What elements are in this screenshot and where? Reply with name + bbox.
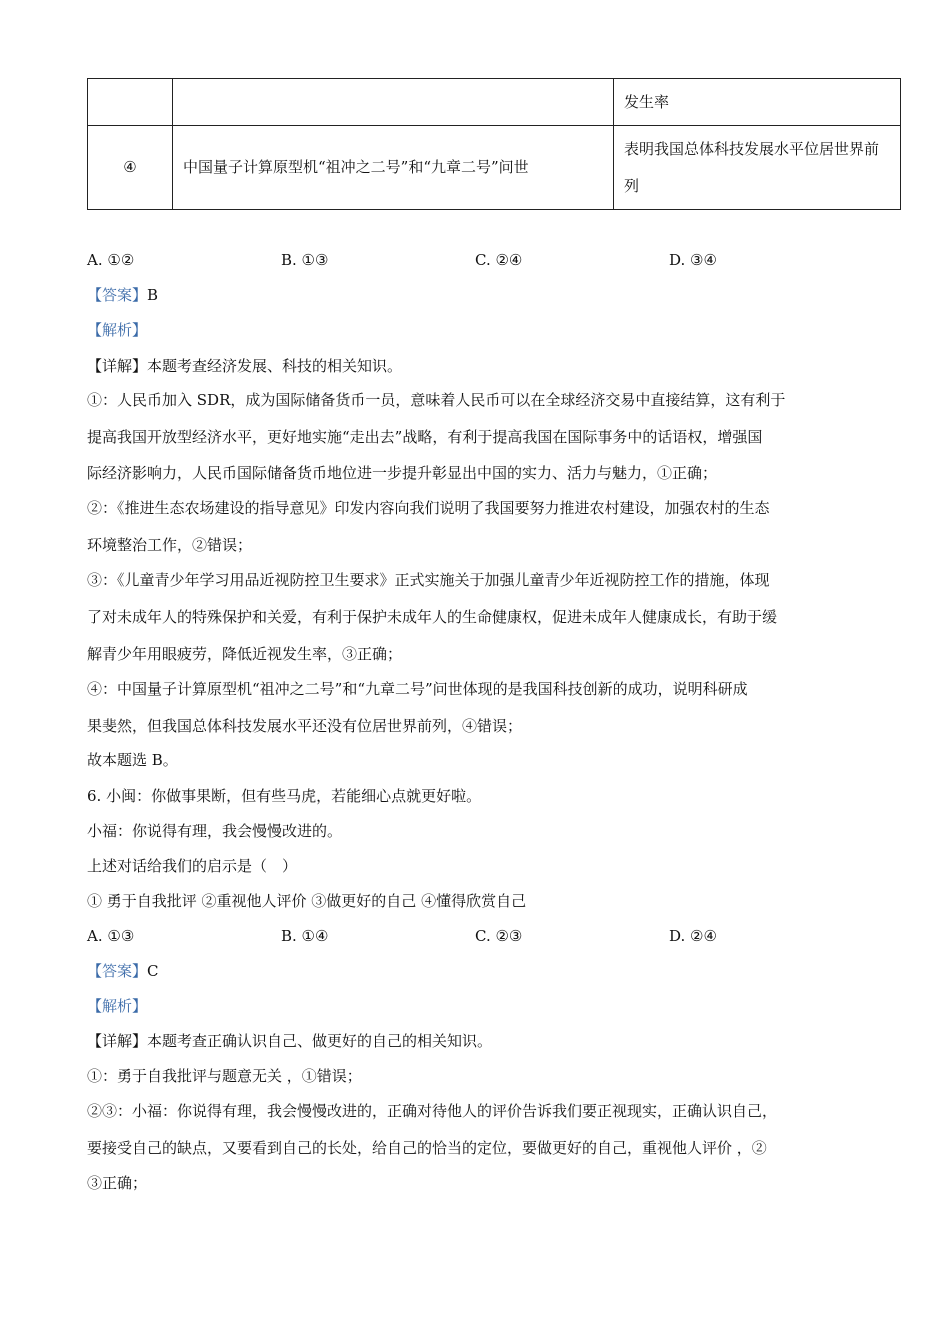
row-meaning: 发生率 <box>614 79 901 126</box>
q6-analysis-line: 【详解】本题考查正确认识自己、做更好的自己的相关知识。 <box>87 1032 493 1050</box>
q6-stem-line: 小福：你说得有理，我会慢慢改进的。 <box>87 822 343 840</box>
answer-value: C <box>147 962 159 980</box>
q5-analysis-line: 提高我国开放型经济水平，更好地实施“走出去”战略，有利于提高我国在国际事务中的话语权，增强国 <box>87 428 763 446</box>
option-b: B. ①④ <box>281 927 329 945</box>
row-number: ④ <box>88 126 173 210</box>
q6-stem-line: ① 勇于自我批评 ②重视他人评价 ③做更好的自己 ④懂得欣赏自己 <box>87 892 527 910</box>
q6-analysis-line: ①：勇于自我批评与题意无关 ，①错误； <box>87 1067 362 1085</box>
option-a: A. ①③ <box>87 927 135 945</box>
q6-analysis-line: ③正确； <box>87 1174 148 1192</box>
q6-stem-line: 上述对话给我们的启示是（ ） <box>87 857 298 875</box>
q6-answer <box>87 961 159 981</box>
q5-answer <box>87 285 158 305</box>
row-meaning <box>614 126 901 210</box>
q5-analysis-line: 环境整治工作，②错误； <box>87 536 253 554</box>
answer-tag: 【答案】 <box>87 962 148 980</box>
q5-analysis-tag: 【解析】 <box>87 321 148 339</box>
row-item <box>173 79 614 126</box>
q5-analysis-line: 解青少年用眼疲劳，降低近视发生率，③正确； <box>87 645 403 663</box>
option-d: D. ②④ <box>669 927 717 945</box>
q6-stem-line: 6. 小闽：你做事果断，但有些马虎，若能细心点就更好啦。 <box>87 787 482 805</box>
option-c: C. ②④ <box>475 251 523 269</box>
q5-analysis-line: ③：《儿童青少年学习用品近视防控卫生要求》正式实施关于加强儿童青少年近视防控工作的措施，体现 <box>87 571 770 589</box>
q5-analysis-line: ②：《推进生态农场建设的指导意见》印发内容向我们说明了我国要努力推进农村建设，加强农村的生态 <box>87 499 770 517</box>
option-a: A. ①② <box>87 251 135 269</box>
q5-analysis-line: 际经济影响力，人民币国际储备货币地位进一步提升彰显出中国的实力、活力与魅力，①正确； <box>87 464 718 482</box>
answer-tag: 【答案】 <box>87 286 148 304</box>
option-d: D. ③④ <box>669 251 717 269</box>
row-meaning-line: 列 <box>624 176 640 195</box>
q5-analysis-line: ①：人民币加入 SDR，成为国际储备货币一员，意味着人民币可以在全球经济交易中直接结算，这有利于 <box>87 391 786 409</box>
q6-analysis-line: 要接受自己的缺点，又要看到自己的长处，给自己的恰当的定位，要做更好的自己，重视他人评价 ，② <box>87 1139 767 1157</box>
question-table <box>87 78 901 210</box>
row-meaning-line: 表明我国总体科技发展水平位居世界前 <box>624 139 880 158</box>
q5-analysis-line: 果斐然，但我国总体科技发展水平还没有位居世界前列，④错误； <box>87 717 523 735</box>
row-number <box>88 79 173 126</box>
q5-analysis-line: 故本题选 B。 <box>87 751 178 769</box>
q5-analysis-line: 【详解】本题考查经济发展、科技的相关知识。 <box>87 357 403 375</box>
option-b: B. ①③ <box>281 251 329 269</box>
q5-analysis-line: 了对未成年人的特殊保护和关爱，有利于保护未成年人的生命健康权，促进未成年人健康成长，有助于缓 <box>87 608 778 626</box>
table-row <box>88 79 901 126</box>
q6-analysis-tag: 【解析】 <box>87 997 148 1015</box>
q5-analysis-line: ④：中国量子计算原型机“祖冲之二号”和“九章二号”问世体现的是我国科技创新的成功，说明科研成 <box>87 680 748 698</box>
option-c: C. ②③ <box>475 927 523 945</box>
answer-value: B <box>147 286 159 304</box>
row-item: 中国量子计算原型机“祖冲之二号”和“九章二号”问世 <box>173 126 614 210</box>
q6-analysis-line: ②③：小福：你说得有理，我会慢慢改进的，正确对待他人的评价告诉我们要正视现实，正确认识自己， <box>87 1102 778 1120</box>
table-row <box>88 126 901 210</box>
